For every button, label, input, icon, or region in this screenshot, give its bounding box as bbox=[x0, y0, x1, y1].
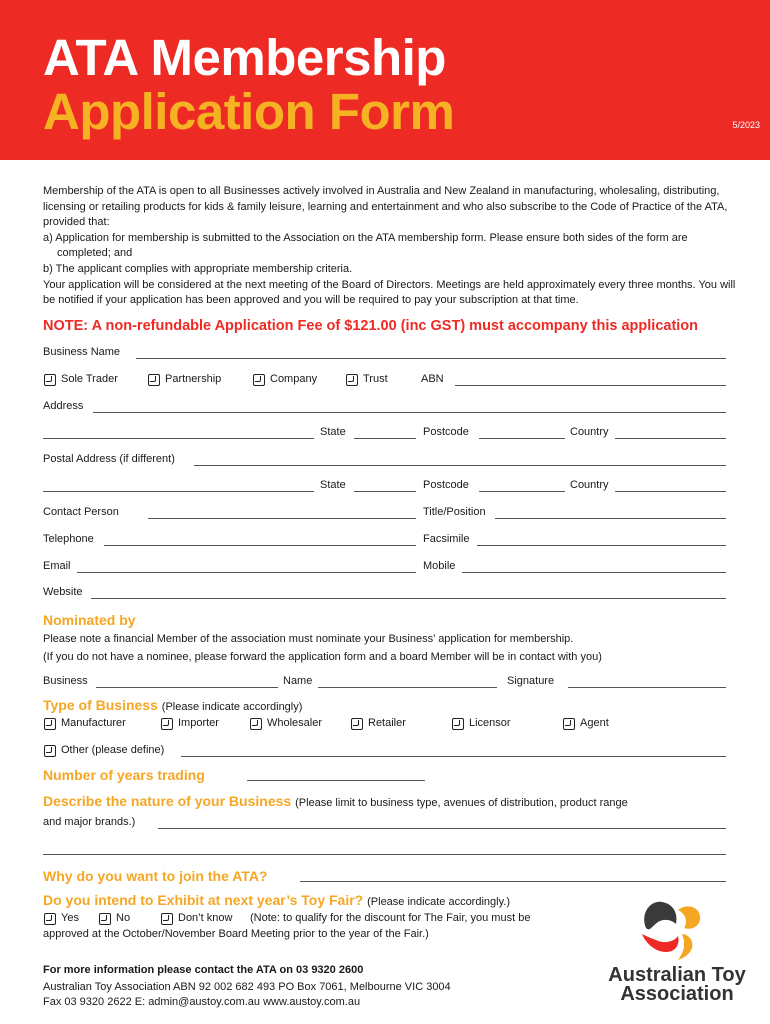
telephone-label: Telephone bbox=[43, 533, 94, 545]
postal-postcode-field[interactable] bbox=[479, 491, 565, 492]
type-of-business-sub: (Please indicate accordingly) bbox=[161, 701, 303, 713]
mobile-field[interactable] bbox=[462, 572, 726, 573]
sole-trader-checkbox[interactable] bbox=[44, 374, 56, 386]
nominator-signature-label: Signature bbox=[507, 675, 555, 687]
title-line-2: Application Form bbox=[43, 83, 455, 140]
title-position-label: Title/Position bbox=[423, 506, 486, 518]
postal-address-field-line-2[interactable] bbox=[43, 491, 314, 492]
retailer-checkbox[interactable] bbox=[351, 718, 363, 730]
exhibit-heading bbox=[43, 892, 510, 908]
exhibit-note-1: (Note: to qualify for the discount for The Fair, you must be bbox=[250, 912, 531, 924]
other-label: Other (please define) bbox=[61, 744, 165, 756]
partnership-label: Partnership bbox=[165, 373, 222, 385]
nature-sub: (Please limit to business type, avenues of distribution, product range bbox=[295, 797, 628, 809]
address-label: Address bbox=[43, 400, 84, 412]
nominator-signature-field[interactable] bbox=[568, 687, 726, 688]
website-label: Website bbox=[43, 586, 83, 598]
nominated-heading: Nominated by bbox=[43, 612, 136, 628]
address-field[interactable] bbox=[93, 412, 726, 413]
country-field[interactable] bbox=[615, 438, 726, 439]
logo-text bbox=[597, 966, 757, 1004]
type-of-business-heading bbox=[43, 697, 302, 713]
postal-state-field[interactable] bbox=[354, 491, 416, 492]
nature-sub-2: and major brands.) bbox=[43, 816, 136, 828]
business-name-label: Business Name bbox=[43, 346, 121, 358]
postal-state-label: State bbox=[320, 479, 346, 491]
manufacturer-checkbox[interactable] bbox=[44, 718, 56, 730]
postcode-field[interactable] bbox=[479, 438, 565, 439]
ata-logo-icon bbox=[632, 888, 712, 968]
agent-checkbox[interactable] bbox=[563, 718, 575, 730]
nominator-name-field[interactable] bbox=[318, 687, 497, 688]
why-join-heading: Why do you want to join the ATA? bbox=[43, 868, 268, 884]
intro-condition-a: a) Application for membership is submitted to the Association on the ATA membership form. Please ensure both sides of the form are completed; and bbox=[43, 231, 688, 260]
postal-address-field[interactable] bbox=[194, 465, 726, 466]
nature-heading bbox=[43, 793, 628, 809]
nominator-business-label: Business bbox=[43, 675, 88, 687]
email-label: Email bbox=[43, 560, 71, 572]
postal-country-label: Country bbox=[570, 479, 609, 491]
years-trading-field[interactable] bbox=[247, 780, 425, 781]
importer-label: Importer bbox=[178, 717, 219, 729]
state-label: State bbox=[320, 426, 346, 438]
title-position-field[interactable] bbox=[495, 518, 726, 519]
wholesaler-checkbox[interactable] bbox=[250, 718, 262, 730]
agent-label: Agent bbox=[580, 717, 609, 729]
footer-contact-details: Fax 03 9320 2622 E: admin@austoy.com.au www.austoy.com.au bbox=[43, 996, 361, 1008]
manufacturer-label: Manufacturer bbox=[61, 717, 126, 729]
intro-condition-b: b) The applicant complies with appropriate membership criteria. bbox=[43, 262, 353, 275]
telephone-field[interactable] bbox=[104, 545, 416, 546]
exhibit-no-label: No bbox=[116, 912, 131, 924]
other-field[interactable] bbox=[181, 756, 726, 757]
sole-trader-label: Sole Trader bbox=[61, 373, 118, 385]
licensor-label: Licensor bbox=[469, 717, 511, 729]
logo-text-line-1: Australian Toy bbox=[608, 964, 746, 986]
nature-field[interactable] bbox=[158, 828, 726, 829]
intro-paragraph-2: Your application will be considered at the next meeting of the Board of Directors. Meetings are held approximately every three months. You will be notified if your application has been approved and you will be required to pay your subscription at that time. bbox=[43, 278, 736, 307]
footer-contact: For more information please contact the ATA on 03 9320 2600 bbox=[43, 964, 364, 976]
contact-person-field[interactable] bbox=[148, 518, 416, 519]
postcode-label: Postcode bbox=[423, 426, 469, 438]
address-field-line-2[interactable] bbox=[43, 438, 314, 439]
contact-person-label: Contact Person bbox=[43, 506, 119, 518]
exhibit-title: Do you intend to Exhibit at next year’s Toy Fair? bbox=[43, 892, 364, 908]
nominated-text-2: (If you do not have a nominee, please forward the application form and a board Member will be in contact with you) bbox=[43, 651, 602, 663]
nominated-text-1: Please note a financial Member of the association must nominate your Business’ application for membership. bbox=[43, 633, 574, 645]
fee-note: NOTE: A non-refundable Application Fee of $121.00 (inc GST) must accompany this application bbox=[43, 318, 699, 334]
mobile-label: Mobile bbox=[423, 560, 456, 572]
exhibit-sub: (Please indicate accordingly.) bbox=[367, 896, 510, 908]
exhibit-note-2: approved at the October/November Board Meeting prior to the year of the Fair.) bbox=[43, 928, 429, 940]
logo-text-line-2: Association bbox=[620, 983, 734, 1005]
intro-paragraph-1: Membership of the ATA is open to all Businesses actively involved in Australia and New Zealand in manufacturing, wholesaling, distributing, licensing or retailing products for kids & family leisure, learning and entertainment and who also subscribe to the Code of Practice of the ATA, provided that: bbox=[43, 185, 728, 229]
business-name-field[interactable] bbox=[136, 358, 726, 359]
exhibit-yes-checkbox[interactable] bbox=[44, 913, 56, 925]
postal-address-label: Postal Address (if different) bbox=[43, 453, 175, 465]
exhibit-dont-know-checkbox[interactable] bbox=[161, 913, 173, 925]
licensor-checkbox[interactable] bbox=[452, 718, 464, 730]
exhibit-no-checkbox[interactable] bbox=[99, 913, 111, 925]
company-label: Company bbox=[270, 373, 318, 385]
wholesaler-label: Wholesaler bbox=[267, 717, 323, 729]
website-field[interactable] bbox=[91, 598, 726, 599]
title-line-1: ATA Membership bbox=[43, 29, 446, 86]
state-field[interactable] bbox=[354, 438, 416, 439]
exhibit-yes-label: Yes bbox=[61, 912, 79, 924]
nominator-business-field[interactable] bbox=[96, 687, 278, 688]
postal-postcode-label: Postcode bbox=[423, 479, 469, 491]
abn-field[interactable] bbox=[455, 385, 726, 386]
years-trading-heading: Number of years trading bbox=[43, 767, 205, 783]
intro-text bbox=[43, 184, 743, 309]
abn-label: ABN bbox=[421, 373, 444, 385]
trust-label: Trust bbox=[363, 373, 388, 385]
nominator-name-label: Name bbox=[283, 675, 313, 687]
facsimile-field[interactable] bbox=[477, 545, 726, 546]
country-label: Country bbox=[570, 426, 609, 438]
importer-checkbox[interactable] bbox=[161, 718, 173, 730]
type-of-business-title: Type of Business bbox=[43, 697, 158, 713]
header-banner bbox=[0, 0, 770, 160]
form-version: 5/2023 bbox=[732, 120, 760, 130]
why-join-field[interactable] bbox=[300, 881, 726, 882]
email-field[interactable] bbox=[77, 572, 416, 573]
facsimile-label: Facsimile bbox=[423, 533, 470, 545]
nature-field-line-2[interactable] bbox=[43, 854, 726, 855]
footer-address: Australian Toy Association ABN 92 002 682 493 PO Box 7061, Melbourne VIC 3004 bbox=[43, 981, 451, 993]
nature-title: Describe the nature of your Business bbox=[43, 793, 292, 809]
postal-country-field[interactable] bbox=[615, 491, 726, 492]
company-checkbox[interactable] bbox=[253, 374, 265, 386]
trust-checkbox[interactable] bbox=[346, 374, 358, 386]
other-checkbox[interactable] bbox=[44, 745, 56, 757]
exhibit-dont-know-label: Don’t know bbox=[178, 912, 233, 924]
partnership-checkbox[interactable] bbox=[148, 374, 160, 386]
retailer-label: Retailer bbox=[368, 717, 406, 729]
